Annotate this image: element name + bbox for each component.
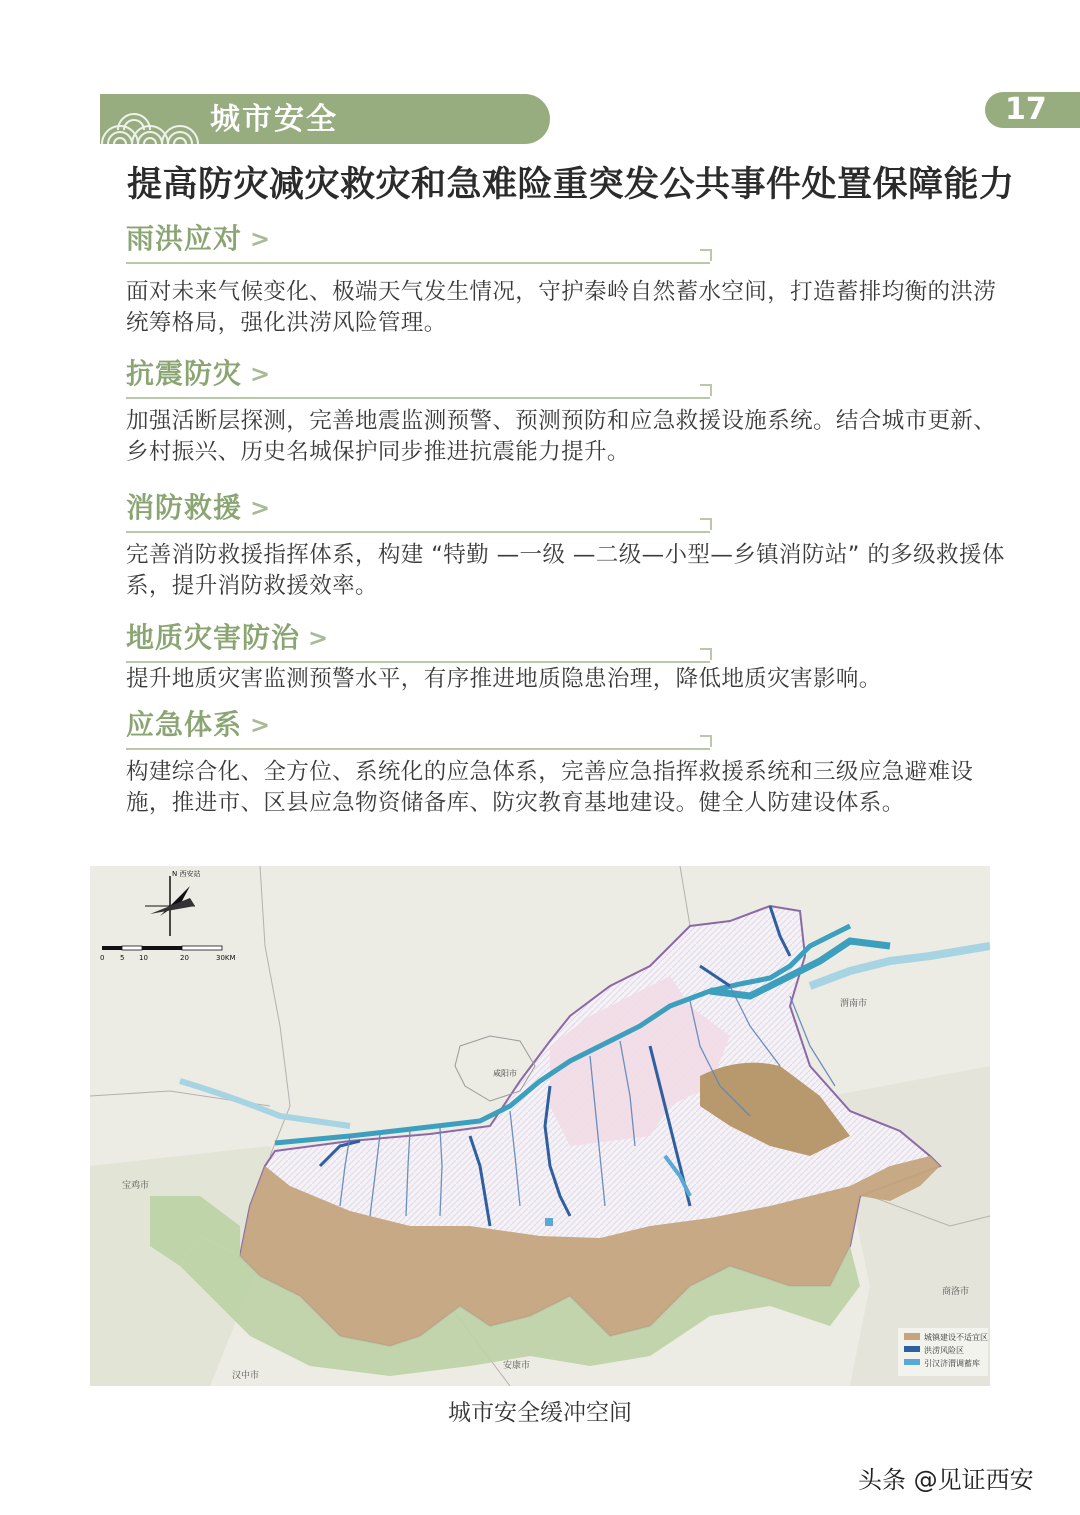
page-number-badge — [985, 92, 1080, 128]
page-title: 提高防灾减灾救灾和急难险重突发公共事件处置保障能力 — [127, 165, 1015, 205]
place-label-baoji: 宝鸡市 — [122, 1181, 150, 1191]
divider-corner-icon — [700, 249, 712, 261]
section-title: 地质灾害防治 — [126, 621, 301, 654]
section-tab-title: 城市安全 — [210, 102, 338, 137]
section-body: 面对未来气候变化、极端天气发生情况，守护秦岭自然蓄水空间，打造蓄排均衡的洪涝统筹格局，强化洪涝风险管理。 — [126, 279, 997, 336]
chevron-right-icon: > — [250, 494, 271, 522]
legend-swatch — [904, 1359, 920, 1365]
scale-tick: 10 — [139, 954, 148, 962]
page-number: 17 — [1005, 92, 1047, 127]
chevron-right-icon: > — [250, 711, 271, 739]
divider-corner-icon — [700, 384, 712, 396]
map-caption: 城市安全缓冲空间 — [448, 1400, 632, 1426]
scale-tick: 0 — [100, 954, 105, 962]
legend-label: 城镇建设不适宜区 — [924, 1333, 988, 1342]
section-title: 应急体系 — [126, 708, 243, 741]
scale-tick: 20 — [180, 954, 189, 962]
safety-buffer-map — [90, 866, 990, 1386]
section-divider — [126, 246, 710, 264]
legend-swatch — [904, 1333, 920, 1340]
map-legend — [898, 1328, 988, 1376]
section-divider — [126, 645, 710, 663]
section-emergency — [126, 705, 1006, 819]
place-label-hanzhong: 汉中市 — [232, 1371, 260, 1381]
section-divider — [126, 381, 710, 399]
north-label: N 西安站 — [172, 870, 201, 878]
section-body: 构建综合化、全方位、系统化的应急体系，完善应急指挥救援系统和三级应急避难设施，推进市、区县应急物资储备库、防灾教育基地建设。健全人防建设体系。 — [126, 759, 974, 816]
legend-label: 洪涝风险区 — [924, 1346, 964, 1355]
section-divider — [126, 515, 710, 533]
reservoir-marker — [545, 1218, 553, 1226]
section-title: 消防救援 — [126, 491, 243, 524]
chevron-right-icon: > — [250, 360, 271, 388]
section-divider — [126, 732, 710, 750]
scale-tick: 5 — [120, 954, 125, 962]
scale-tick: 30KM — [216, 954, 236, 962]
section-title: 雨洪应对 — [126, 222, 243, 255]
divider-corner-icon — [700, 735, 712, 747]
section-body: 提升地质灾害监测预警水平，有序推进地质隐患治理，降低地质灾害影响。 — [126, 666, 882, 692]
section-rain-flood — [126, 219, 1006, 339]
wave-pattern-icon — [100, 94, 210, 144]
chevron-right-icon: > — [308, 624, 329, 652]
map-canvas — [90, 866, 990, 1386]
divider-corner-icon — [700, 518, 712, 530]
chevron-right-icon: > — [250, 225, 271, 253]
section-earthquake — [126, 354, 1006, 468]
place-label-weinan: 渭南市 — [840, 999, 868, 1009]
section-title: 抗震防灾 — [126, 357, 243, 390]
place-label-ankang: 安康市 — [503, 1361, 531, 1371]
watermark: 头条 @见证西安 — [858, 1466, 1034, 1494]
section-geo-hazard — [126, 618, 1006, 695]
place-label-xianyang: 咸阳市 — [493, 1069, 517, 1078]
section-body: 加强活断层探测，完善地震监测预警、预测预防和应急救援设施系统。结合城市更新、乡村振兴、历史名城保护同步推进抗震能力提升。 — [126, 408, 997, 465]
legend-swatch — [904, 1346, 920, 1352]
place-label-shangluo: 商洛市 — [942, 1287, 970, 1297]
divider-corner-icon — [700, 648, 712, 660]
section-fire-rescue — [126, 488, 1006, 602]
legend-label: 引汉济渭调蓄库 — [924, 1359, 980, 1368]
section-body: 完善消防救援指挥体系，构建 “特勤 —一级 —二级—小型—乡镇消防站” 的多级救援体系，提升消防救援效率。 — [126, 542, 1005, 599]
